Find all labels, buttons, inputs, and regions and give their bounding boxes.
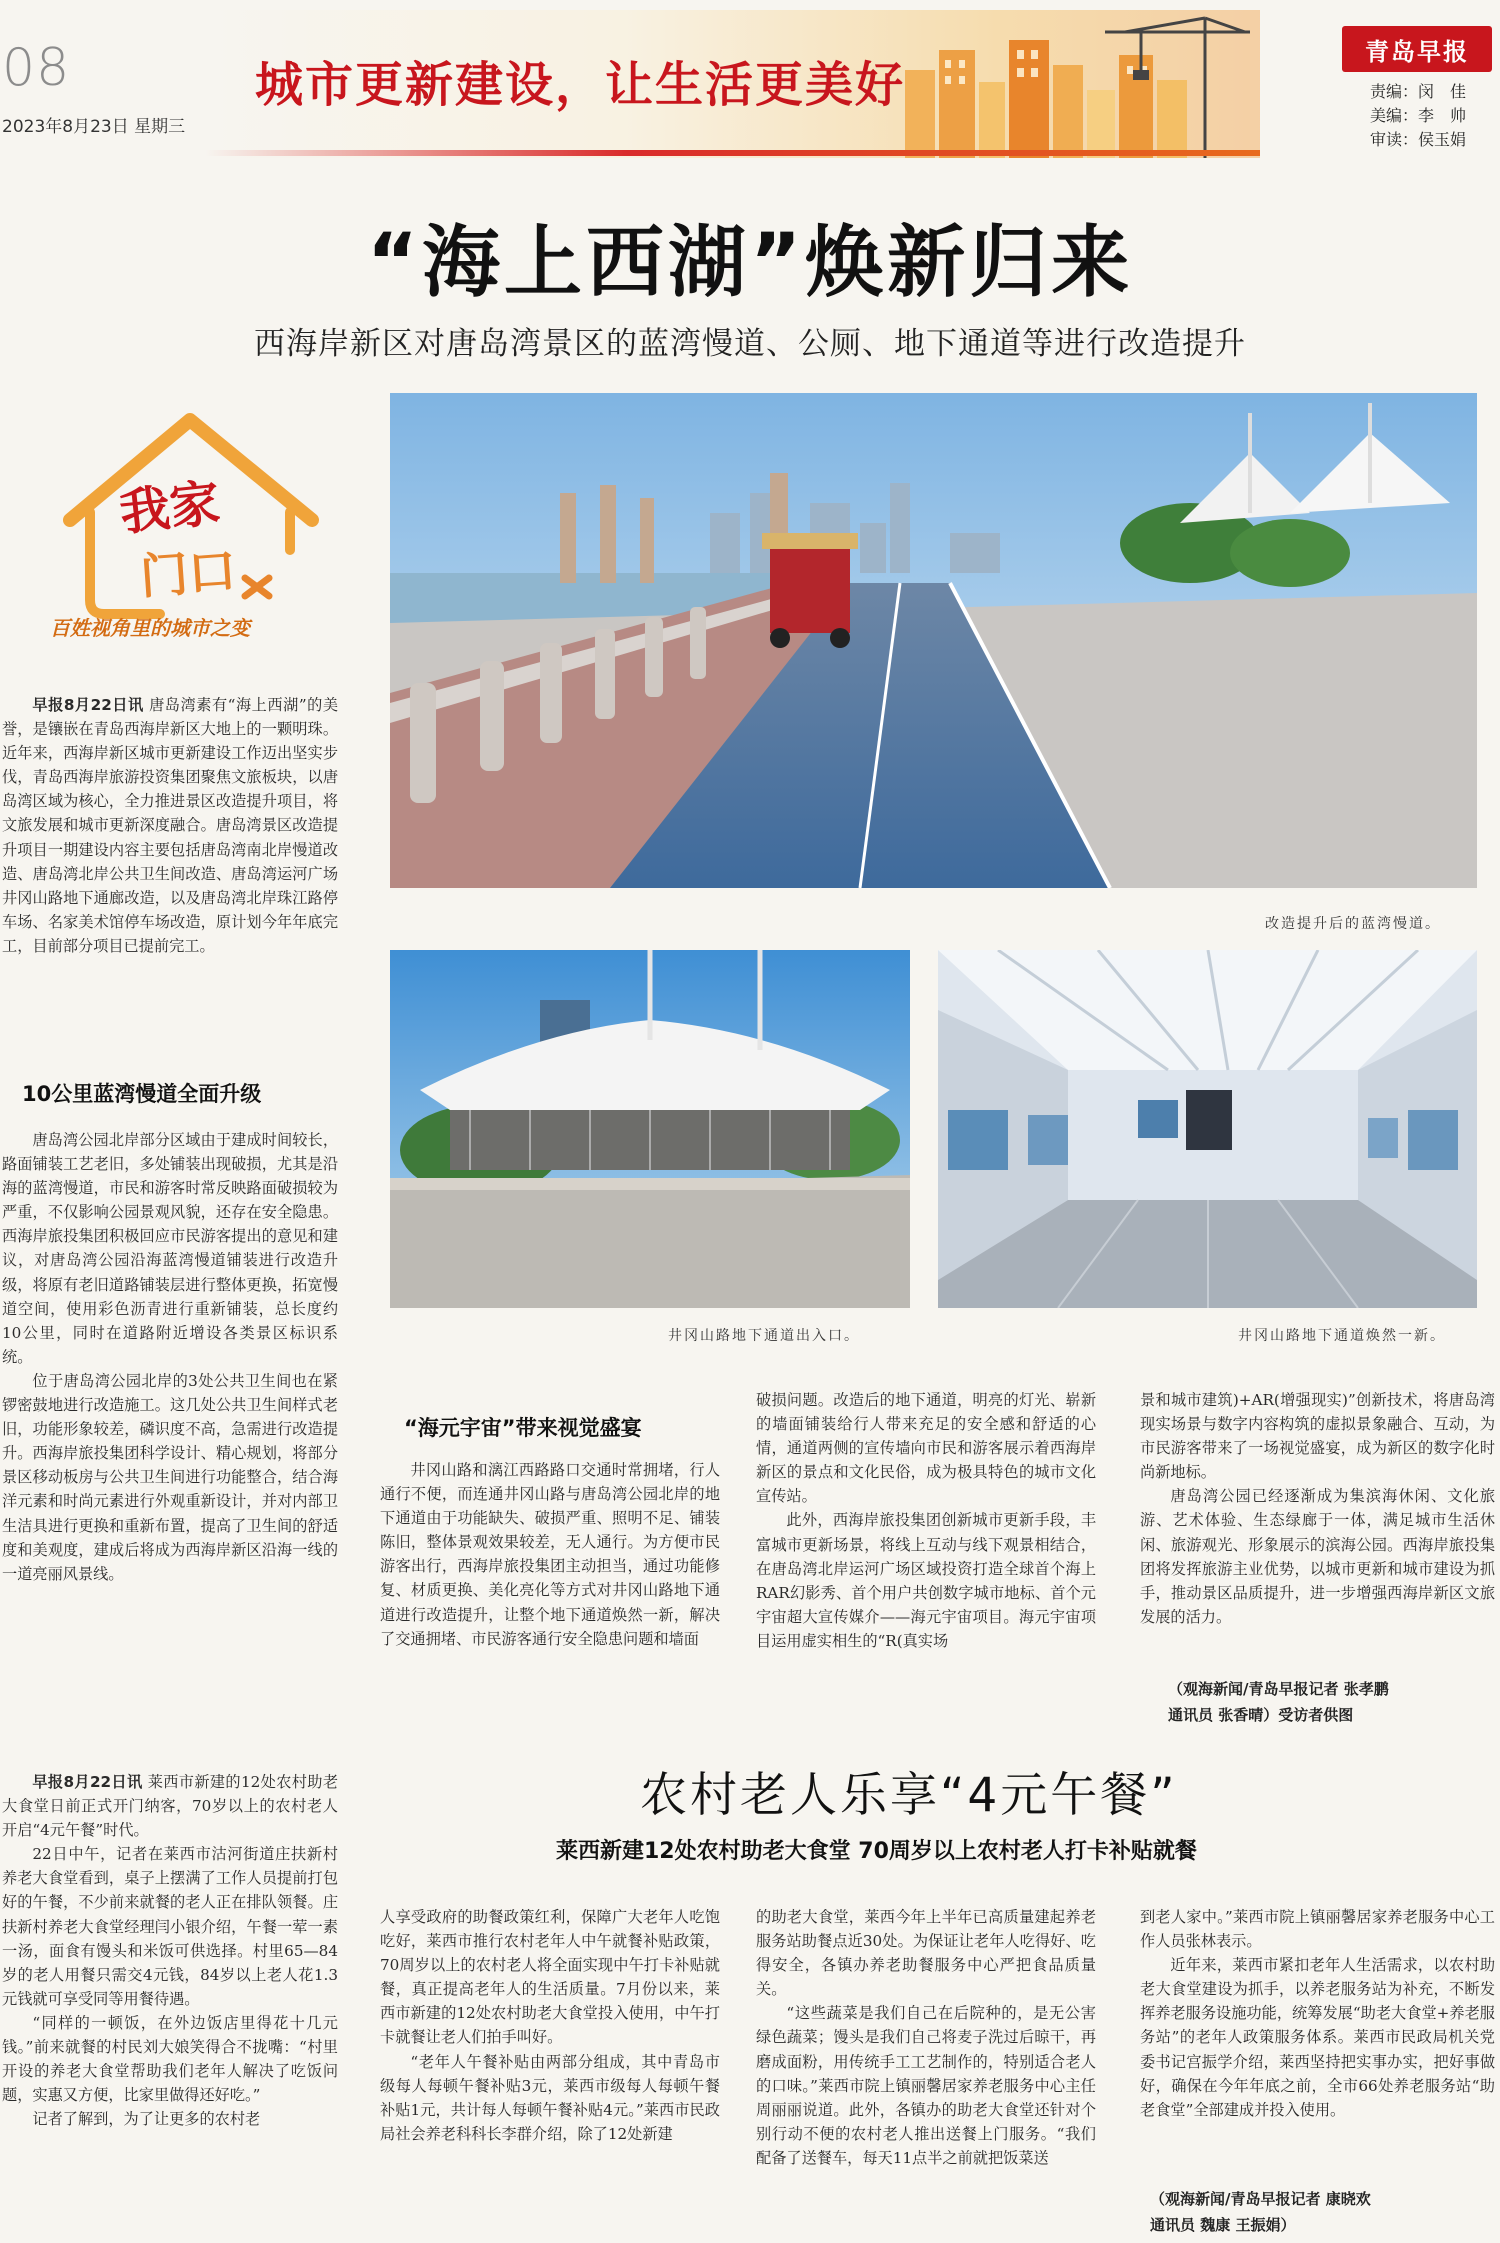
article2-column-4 xyxy=(1140,1905,1495,2185)
editor-line: 美编：李 帅 xyxy=(1370,106,1467,125)
paragraph: 唐岛湾公园北岸部分区域由于建成时间较长，路面铺装工艺老旧，多处铺装出现破损，尤其是沿海的蓝湾慢道，市民和游客时常反映路面破损较为严重，不仅影响公园景观风貌，还存在安全隐患。西海岸旅投集团积极回应市民游客提出的意见和建议，对唐岛湾公园沿海蓝湾慢道铺装进行改造升级，将原有老旧道路铺装层进行整体更换，拓宽慢道空间，使用彩色沥青进行重新铺装，总长度约10公里，同时在道路附近增设各类景区标识系统。 xyxy=(2,1131,338,1366)
photo-caption: 井冈山路地下通道出入口。 xyxy=(668,1328,860,1344)
page-number: 08 xyxy=(2,38,71,98)
paragraph: “老年人午餐补贴由两部分组成，其中青岛市级每人每顿午餐补贴3元，莱西市级每人每顿午餐补贴1元，共计每人每顿午餐补贴4元。”莱西市民政局社会养老科科长李群介绍，除了12处新建 xyxy=(380,2052,720,2143)
article2-byline xyxy=(1150,2186,1371,2238)
paragraph: 井冈山路和漓江西路路口交通时常拥堵，行人通行不便，而连通井冈山路与唐岛湾公园北岸的地下通道由于功能缺失、破损严重、照明不足、铺装陈旧，整体景观效果较差，无人通行。为方便市民游客出行，西海岸旅投集团主动担当，通过功能修复、材质更换、美化亮化等方式对井冈山路地下通道进行改造提升，让整个地下通道焕然一新，解决了交通拥堵、市民游客通行安全隐患问题和墙面 xyxy=(380,1461,720,1648)
underpass-entrance-photo xyxy=(390,950,910,1308)
lead-tag: 早报8月22日讯 xyxy=(32,1773,143,1791)
article2-headline: 农村老人乐享“4元午餐” xyxy=(640,1768,1178,1823)
paragraph: 22日中午，记者在莱西市沽河街道庄扶新村养老大食堂看到，桌子上摆满了工作人员提前打包好的午餐，不少前来就餐的老人正在排队领餐。庄扶新村养老大食堂经理闫小银介绍，午餐一荤一素一汤，面食有馒头和米饭可供选择。村里65—84岁的老人用餐只需交4元钱，84岁以上老人花1.3元钱就可享受同等用餐待遇。 xyxy=(2,1845,338,2008)
svg-text:我家: 我家 xyxy=(117,473,223,543)
article2-column-1 xyxy=(2,1770,338,2243)
paragraph: 唐岛湾公园已经逐渐成为集滨海休闲、文化旅游、艺术体验、生态绿廊于一体，满足城市生活休闲、旅游观光、形象展示的滨海公园。西海岸旅投集团将发挥旅游主业优势，以城市更新和城市建设为抓手，推动景区品质提升，进一步增强西海岸新区文旅发展的活力。 xyxy=(1140,1487,1495,1626)
article1-column-2 xyxy=(380,1458,720,1720)
paragraph: 人享受政府的助餐政策红利，保障广大老年人吃饱吃好，莱西市推行农村老年人中午就餐补贴政策，70周岁以上的农村老人将全面实现中午打卡补贴就餐，真正提高老年人的生活质量。7月份以来，莱西市新建的12处农村助老大食堂投入使用，中午打卡就餐让老人们拍手叫好。 xyxy=(380,1908,720,2047)
city-skyline-illustration xyxy=(905,10,1260,158)
issue-date: 2023年8月23日 星期三 xyxy=(2,117,186,137)
paragraph: 的助老大食堂，莱西今年上半年已高质量建起养老服务站助餐点近30处。为保证让老年人吃得好、吃得安全，各镇办养老助餐服务中心严把食品质量关。 xyxy=(756,1908,1096,1999)
section-heading: 10公里蓝湾慢道全面升级 xyxy=(22,1082,262,1106)
banner-stripe xyxy=(205,150,1260,156)
photo-caption: 井冈山路地下通道焕然一新。 xyxy=(1238,1328,1446,1344)
boardwalk-photo xyxy=(390,393,1477,888)
article2-column-2 xyxy=(380,1905,720,2243)
underpass-interior-photo xyxy=(938,950,1477,1308)
article2-subhead: 莱西新建12处农村助老大食堂 70周岁以上农村老人打卡补贴就餐 xyxy=(556,1839,1197,1864)
column-logo-caption: 百姓视角里的城市之变 xyxy=(50,616,250,640)
paragraph: “这些蔬菜是我们自己在后院种的，是无公害绿色蔬菜；馒头是我们自己将麦子洗过后晾干，再磨成面粉，用传统手工工艺制作的，特别适合老人的口味。”莱西市院上镇丽馨居家养老服务中心主任周丽丽说道。此外，各镇办的助老大食堂还针对个别行动不便的农村老人推出送餐上门服务。“我们配备了送餐车，每天11点半之前就把饭菜送 xyxy=(756,2004,1096,2167)
paragraph: 景和城市建筑)+AR(增强现实)”创新技术，将唐岛湾现实场景与数字内容构筑的虚拟景象融合、互动，为市民游客带来了一场视觉盛宴，成为新区的数字化时尚新地标。 xyxy=(1140,1391,1495,1482)
article2-column-3 xyxy=(756,1905,1096,2243)
paragraph: 记者了解到，为了让更多的农村老 xyxy=(32,2110,261,2129)
article1-column-4 xyxy=(1140,1388,1495,1672)
article1-column-3 xyxy=(756,1388,1096,1720)
editor-line: 审读：侯玉娟 xyxy=(1370,130,1467,149)
article-subhead: 西海岸新区对唐岛湾景区的蓝湾慢道、公厕、地下通道等进行改造提升 xyxy=(254,326,1246,362)
editor-line: 责编：闵 佳 xyxy=(1370,82,1467,101)
article2-intro: 莱西市新建的12处农村助老大食堂日前正式开门纳客，70岁以上的农村老人开启“4元午餐”时代。 xyxy=(2,1773,338,1840)
article1-intro: 唐岛湾素有“海上西湖”的美誉，是镶嵌在青岛西海岸新区大地上的一颗明珠。近年来，西海岸新区城市更新建设工作迈出坚实步伐，青岛西海岸旅游投资集团聚焦文旅板块，以唐岛湾区域为核心，全力推进景区改造提升项目，将文旅发展和城市更新深度融合。唐岛湾景区改造提升项目一期建设内容主要包括唐岛湾南北岸慢道改造、唐岛湾北岸公共卫生间改造、唐岛湾运河广场井冈山路地下通廊改造，以及唐岛湾北岸珠江路停车场、名家美术馆停车场改造，原计划今年年底完工，目前部分项目已提前完工。 xyxy=(2,696,338,955)
photo-caption: 改造提升后的蓝湾慢道。 xyxy=(1265,916,1441,932)
article1-column-1b xyxy=(2,1128,338,1703)
byline-line: 通讯员 张香晴）受访者供图 xyxy=(1168,1706,1354,1724)
byline-line: （观海新闻/青岛早报记者 张孝鹏 xyxy=(1168,1680,1389,1698)
article1-column-1 xyxy=(2,693,338,1053)
paragraph: 此外，西海岸旅投集团创新城市更新手段，丰富城市更新场景，将线上互动与线下观景相结合，在唐岛湾北岸运河广场区域投资打造全球首个海上RAR幻影秀、首个用户共创数字城市地标、首个元宇宙超大宣传媒介——海元宇宙项目。海元宇宙项目运用虚实相生的“R(真实场 xyxy=(756,1511,1096,1650)
paragraph: 破损问题。改造后的地下通道，明亮的灯光、崭新的墙面铺装给行人带来充足的安全感和舒适的心情，通道两侧的宣传墙向市民和游客展示着西海岸新区的景点和文化民俗，成为极具特色的城市文化宣传站。 xyxy=(756,1391,1096,1506)
paragraph: 位于唐岛湾公园北岸的3处公共卫生间也在紧锣密鼓地进行改造施工。这几处公共卫生间样式老旧，功能形象较差，磷识度不高，急需进行改造提升。西海岸旅投集团科学设计、精心规划，将部分景区移动板房与公共卫生间进行功能整合，结合海洋元素和时尚元素进行外观重新设计，并对内部卫生洁具进行更换和重新布置，提高了卫生间的舒适度和美观度，建成后将成为西海岸新区沿海一线的一道亮丽风景线。 xyxy=(2,1371,338,1583)
section-banner xyxy=(205,10,1260,158)
paragraph: “同样的一顿饭，在外边饭店里得花十几元钱。”前来就餐的村民刘大娘笑得合不拢嘴：“村里开设的养老大食堂帮助我们老年人解决了吃饭问题，实惠又方便，比家里做得还好吃。” xyxy=(2,2013,338,2105)
paragraph: 近年来，莱西市紧扣老年人生活需求，以农村助老大食堂建设为抓手，以养老服务站为补充，不断发挥养老服务设施功能，统筹发展“助老大食堂+养老服务站”的老年人政策服务体系。莱西市民政局机关党委书记宫振学介绍，莱西坚持把实事办实，把好事做好，确保在今年年底之前，全市66处养老服务站“助老食堂”全部建成并投入使用。 xyxy=(1140,1956,1495,2119)
article1-byline xyxy=(1168,1676,1389,1728)
lead-tag: 早报8月22日讯 xyxy=(32,696,144,714)
article-headline: “海上西湖”焕新归来 xyxy=(366,218,1134,308)
editor-credits xyxy=(1370,80,1466,152)
banner-title: 城市更新建设，让生活更美好 xyxy=(255,57,906,113)
paragraph: 到老人家中。”莱西市院上镇丽馨居家养老服务中心工作人员张林表示。 xyxy=(1140,1908,1495,1951)
section-heading: “海元宇宙”带来视觉盛宴 xyxy=(404,1416,642,1440)
byline-line: 通讯员 魏康 王振娟） xyxy=(1150,2216,1296,2234)
byline-line: （观海新闻/青岛早报记者 康晓欢 xyxy=(1150,2190,1371,2208)
paper-logo: 青岛早报 xyxy=(1342,26,1492,72)
svg-text:门口: 门口 xyxy=(138,542,239,606)
